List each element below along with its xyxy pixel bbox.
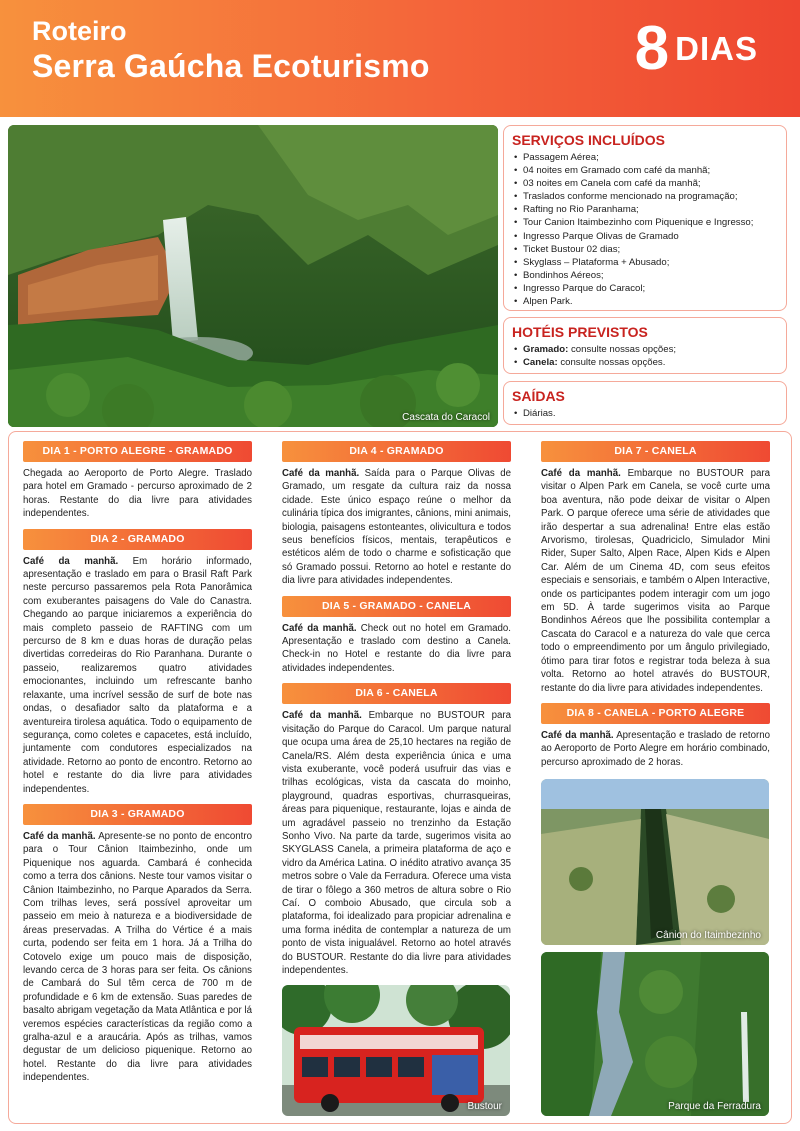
- day-6-heading: DIA 6 - CANELA: [282, 683, 511, 704]
- ferradura-caption: Parque da Ferradura: [668, 1101, 761, 1112]
- list-item: [512, 343, 778, 356]
- hotels-list: [512, 343, 778, 369]
- list-item: • Ingresso Parque Olivas de Gramado: [512, 230, 778, 243]
- day-5-heading: DIA 5 - GRAMADO - CANELA: [282, 596, 511, 617]
- day-8-lead: Café da manhã.: [541, 729, 614, 741]
- photo-ferradura: [541, 952, 769, 1116]
- list-item: • Ticket Bustour 02 dias;: [512, 243, 778, 256]
- list-item: • Diárias.: [512, 407, 778, 420]
- day-3-text: [23, 830, 252, 1085]
- day-4-lead: Café da manhã.: [282, 468, 360, 479]
- header-eyebrow: Roteiro: [32, 16, 127, 46]
- day-8-body: Apresentação e traslado de retorno ao Aeroporto de Porto Alegre em horário combinado, percurso aproximado de 2 horas.: [541, 729, 770, 768]
- day-5-text: [282, 622, 511, 676]
- departures-list: [512, 407, 778, 420]
- hotel-city: Gramado:: [523, 344, 569, 355]
- list-item: • Tour Canion Itaimbezinho com Piquenique e Ingresso;: [512, 216, 778, 229]
- days-number: 8: [634, 14, 670, 83]
- day-3-body: Apresente-se no ponto de encontro para o Tour Cânion Itaimbezinho, onde um Piquenique nos aguarda. Cambará é conhecida como a terra dos cânions. Neste tour vamos visitar o Cânion Itaimbezinho, no Parque Aparados da Serra. Com trilhas leves, será possível aproveitar um passeio em meio à natureza e a biodiversidade de áreas preservadas. A Trilha do Vértice é a mais curta, podendo ser feita em 1 hora. Já a Trilha do Cotovelo exige um pouco mais de disposição, levando cerca de 3 horas para ser feita. Os cânions de Cambará do Sul têm cerca de 700 m de profundidade e 6 km de extensão. Suas paredes de basalto abrigam vegetação da Mata Atlântica e por lá veremos espécies características da região como a gralha-azul e a araucária. Após as trilhas, vamos degustar de um delicioso piquenique. Retorno ao hotel. Restante do dia livre para atividades independentes.: [23, 830, 252, 1084]
- services-list: [512, 151, 778, 308]
- list-item: • Skyglass – Plataforma + Abusado;: [512, 256, 778, 269]
- day-3-lead: Café da manhã.: [23, 830, 96, 842]
- list-item: • 03 noites em Canela com café da manhã;: [512, 177, 778, 190]
- day-5-lead: Café da manhã.: [282, 622, 357, 634]
- hotel-note: consulte nossas opções.: [557, 357, 666, 369]
- day-2-body: Em horário informado, apresentação e traslado em para o Brasil Raft Park neste percurso passaremos pela Rota Panorâmica com exuberantes paisagens do Vale do Canastra. Chegando ao parque iniciaremos a experiência do mais completo passeio de RAFTING com um percurso de 8 km e duas horas de duração pelas divertidas corredeiras do Rio Paranhana. Durante o passeio, realizaremos quatro atividades emocionantes, incluindo um refrescante banho relaxante, uma incrível sessão de surf de bote nas ondas, o desafiador salto da plataforma e a aventureira tirolesa aquática. Todo o equipamento de segurança, como coletes e capacetes, está incluído, juntamente com condutores especializados na atividade. Retorno ao ponto de encontro. Retorno ao hotel e restante do dia livre para atividades independentes.: [23, 555, 253, 795]
- days-badge: [634, 14, 758, 83]
- itinerary-column-1: [23, 441, 252, 1093]
- day-1-body: Chegada ao Aeroporto de Porto Alegre. Traslado para hotel em Gramado - percurso aproximado de 2 horas. Restante do dia livre para atividades independentes.: [23, 468, 252, 520]
- list-item: [512, 356, 778, 369]
- services-box: [503, 125, 787, 311]
- day-8-text: [541, 729, 770, 769]
- photo-itaimbezinho: [541, 779, 769, 945]
- list-item: • Rafting no Rio Paranhama;: [512, 203, 778, 216]
- day-8-heading: DIA 8 - CANELA - PORTO ALEGRE: [541, 703, 770, 724]
- list-item: • Ingresso Parque do Caracol;: [512, 282, 778, 295]
- day-2-lead: Café da manhã.: [23, 555, 119, 567]
- bus-illustration: [282, 985, 510, 1116]
- hero-photo-cascata: [8, 125, 498, 427]
- itaimbezinho-caption: Cânion do Itaimbezinho: [655, 930, 761, 941]
- list-item: • Passagem Aérea;: [512, 151, 778, 164]
- list-item: • Bondinhos Aéreos;: [512, 269, 778, 282]
- services-title: SERVIÇOS INCLUÍDOS: [512, 132, 665, 148]
- canyon-illustration: [541, 779, 769, 945]
- day-4-body: Saída para o Parque Olivas de Gramado, um resgate da cultura raiz da nossa cidade. Este único espaço reúne o melhor da culinária típica dos imigrantes, cânions, mini animais, biologia, paisagens estonteantes, olivicultura e todos seus benefícios físicos, mentais, terapêuticos e estéticos além de todo o charme e sofisticação que só Gramado possui. Retorno ao hotel e restante do dia livre para atividades independentes.: [282, 468, 511, 587]
- day-1-heading: DIA 1 - PORTO ALEGRE - GRAMADO: [23, 441, 252, 462]
- day-7-lead: Café da manhã.: [541, 468, 621, 479]
- day-5-body: Check out no hotel em Gramado. Apresentação e traslado com destino a Canela. Check-in no Hotel e restante do dia livre para atividades independentes.: [282, 622, 511, 674]
- hotel-city: Canela:: [523, 357, 558, 369]
- departures-title: SAÍDAS: [512, 388, 565, 404]
- days-label: DIAS: [675, 30, 758, 67]
- day-7-text: [541, 467, 770, 695]
- itinerary-column-2: [282, 441, 511, 985]
- hotel-note: consulte nossas opções;: [568, 344, 677, 355]
- hotels-box: [503, 317, 787, 374]
- list-item: • Traslados conforme mencionado na programação;: [512, 190, 778, 203]
- itinerary-column-3: [541, 441, 770, 777]
- day-7-body: Embarque no BUSTOUR para visitar o Alpen Park em Canela, se você curte uma boa aventura, não pode deixar de visitar o Alpen Park. O parque oferece uma série de atividades que irão despertar a sua adrenalina! Entre elas estão Arvorismo, tirolesas, Quadriciclo, Simulador Mini Rider, Super Salto, Alpen Race, Alpen Kids e Alpen Car. Além de um Cinema 4D, com seus efeitos especiais e sensoriais, e também o Alpen Interactive, onde os participantes podem interagir com um jogo em 5D. À tarde sugerimos visita ao Parque Bondinhos Aéreos que lhe possibilita contemplar a Cascata do Caracol e a natureza do vale que cerca todo o empreendimento por um ângulo privilegiado, ótimo para tirar fotos e registrar toda beleza à sua volta. Retorno ao hotel através do BUSTOUR, restante do dia livre para atividades independentes.: [541, 468, 770, 694]
- day-2-text: [23, 555, 252, 796]
- bustour-caption: Bustour: [467, 1101, 502, 1112]
- waterfall-illustration: [8, 125, 498, 427]
- day-3-heading: DIA 3 - GRAMADO: [23, 804, 252, 825]
- day-7-heading: DIA 7 - CANELA: [541, 441, 770, 462]
- photo-bustour: [282, 985, 510, 1116]
- day-2-heading: DIA 2 - GRAMADO: [23, 529, 252, 550]
- departures-box: [503, 381, 787, 425]
- page-title: Serra Gaúcha Ecoturismo: [32, 48, 430, 84]
- day-6-text: [282, 709, 511, 977]
- day-1-text: [23, 467, 252, 521]
- list-item: • 04 noites em Gramado com café da manhã;: [512, 164, 778, 177]
- day-6-lead: Café da manhã.: [282, 710, 362, 722]
- hero-caption: Cascata do Caracol: [402, 412, 490, 423]
- day-4-text: [282, 467, 511, 588]
- day-4-heading: DIA 4 - GRAMADO: [282, 441, 511, 462]
- river-valley-illustration: [541, 952, 769, 1116]
- header-banner: [0, 0, 800, 117]
- list-item: • Alpen Park.: [512, 295, 778, 308]
- hotels-title: HOTÉIS PREVISTOS: [512, 324, 648, 340]
- day-6-body: Embarque no BUSTOUR para visitação do Parque do Caracol. Um parque natural que ocupa uma área de 25,10 hectares na região de Canela/RS. Além desta experiência única e uma vista exuberante, você poderá usufruir das vias e trilhas ecológicas, vista da cascata do moinho, playground, quadras esportivas, churrasqueiras, áreas para piquenique, restaurante, lojas e ainda de um agradável passeio no trenzinho da Estação Sonho Vivo. Na parte da tarde, sugerimos visita ao SKYGLASS Canela, a primeira plataforma de aço e vidro da América Latina. O inédito atrativo avança 35 metros sobre o Vale da Ferradura. Oferece uma vista de tirar o fôlego a 360 metros de altura sobre o Rio Caí. O comboio Abusado, que circula sob a plataforma, foi idealizado para propiciar adrenalina e uma forma inédita de contemplar a natureza de um ponto de vista inigualável. Retorno ao hotel através do BUSTOUR. Restante do dia livre para atividades independentes.: [282, 710, 511, 976]
